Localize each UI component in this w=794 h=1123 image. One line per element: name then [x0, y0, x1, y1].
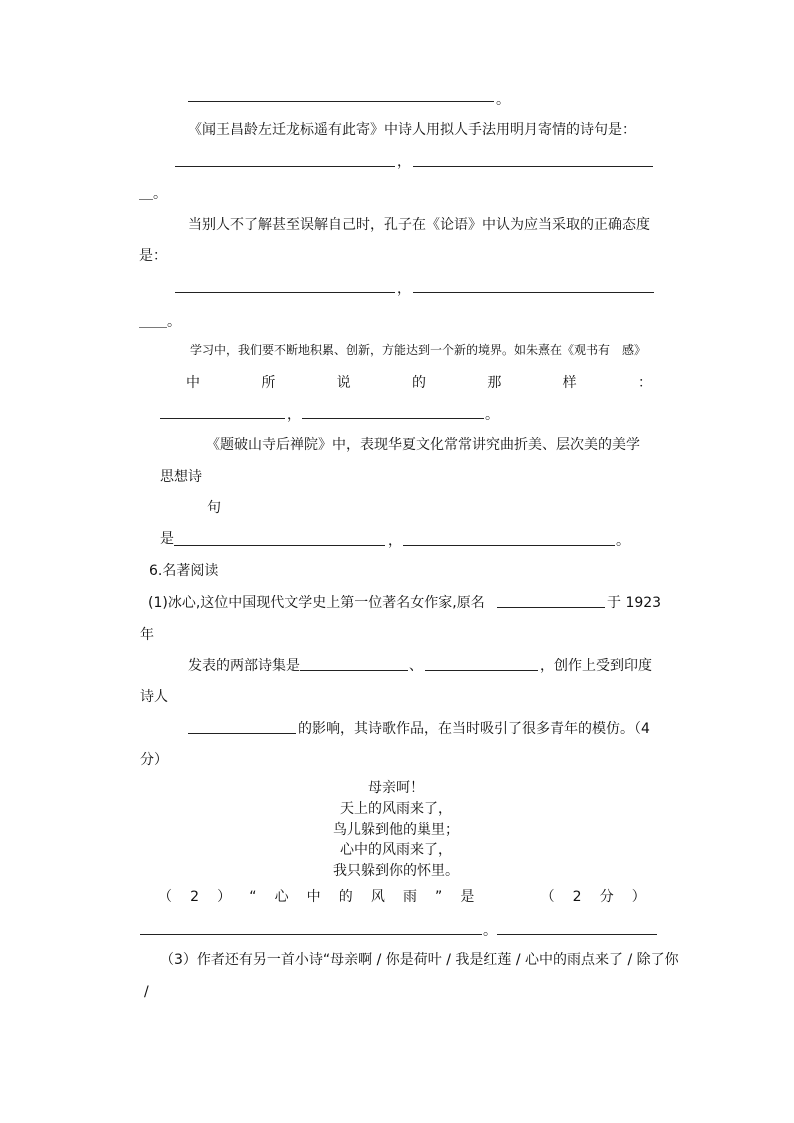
char: （ [158, 889, 172, 905]
question-text: 《题破山寺后禅院》中，表现华夏文化常常讲究曲折美、层次美的美学 [206, 437, 640, 453]
char: “ [249, 889, 257, 905]
spread-line [158, 890, 646, 904]
answer-blank[interactable] [497, 934, 657, 935]
question-text: 发表的两部诗集是 [188, 658, 300, 674]
question-text: (1)冰心,这位中国现代文学史上第一位著名女作家,原名 [148, 595, 485, 611]
char: 分 [599, 889, 614, 905]
char: 心 [274, 889, 289, 905]
answer-blank[interactable] [425, 670, 538, 671]
char: 样 [562, 375, 577, 391]
poem-line: 鸟儿躲到他的巢里； [333, 822, 459, 838]
question-text: 当别人不了解甚至误解自己时，孔子在《论语》中认为应当采取的正确态度 [188, 217, 650, 233]
answer-blank[interactable] [188, 101, 494, 102]
answer-blank[interactable] [175, 166, 395, 167]
comma: ， [397, 154, 411, 170]
answer-blank[interactable] [140, 934, 482, 935]
answer-blank[interactable] [174, 545, 385, 546]
answer-blank[interactable] [160, 418, 285, 419]
comma: ， [397, 281, 411, 297]
char: 的 [338, 889, 353, 905]
question-text: （3）作者还有另一首小诗“母亲啊 / 你是荷叶 / 我是红莲 / 心中的雨点来了 / 除了你 [160, 952, 679, 968]
separator: 、 [409, 658, 423, 674]
question-text: 学习中，我们要不断地积累、创新，方能达到一个新的境界。如朱熹在《观书有 感》 [190, 343, 647, 357]
char: 2 [572, 889, 582, 905]
answer-blank[interactable] [413, 292, 654, 293]
char: 说 [336, 375, 351, 391]
answer-blank[interactable] [175, 292, 395, 293]
question-text: 于 1923 [607, 595, 662, 611]
char: （ [540, 889, 555, 905]
char: 雨 [402, 889, 417, 905]
answer-blank[interactable] [413, 166, 653, 167]
poem-line: 我只躲到你的怀里。 [333, 863, 459, 879]
question-text: / [144, 984, 149, 1000]
char: 中 [306, 889, 321, 905]
comma: ， [287, 407, 301, 423]
spread-line [186, 376, 652, 390]
char: ） [217, 889, 232, 905]
question-text: 《闻王昌龄左迁龙标遥有此寄》中诗人用拟人手法用明月寄情的诗句是： [188, 122, 636, 138]
char: ” [435, 889, 443, 905]
answer-blank[interactable] [302, 418, 484, 419]
answer-blank[interactable] [403, 545, 615, 546]
char: 的 [411, 375, 426, 391]
char: ） [631, 889, 646, 905]
question-text: 年 [140, 627, 154, 643]
char: 风 [370, 889, 385, 905]
period: 。 [616, 533, 630, 549]
answer-blank[interactable] [300, 670, 408, 671]
blank-continuation: ＿。 [139, 186, 167, 202]
question-text: 的影响，其诗歌作品，在当时吸引了很多青年的模仿。（4 [298, 721, 650, 737]
period: 。 [496, 92, 510, 108]
char: 那 [487, 375, 502, 391]
question-text: 分） [140, 752, 168, 768]
question-text: 句 [207, 500, 221, 516]
blank-continuation: ＿＿。 [139, 314, 181, 330]
char: 所 [261, 375, 276, 391]
period: 。 [483, 923, 497, 939]
answer-blank[interactable] [497, 607, 605, 608]
char: ： [637, 375, 652, 391]
char: 2 [190, 889, 200, 905]
question-text: 思想诗 [160, 469, 202, 485]
char: 是 [460, 889, 475, 905]
question-text: 诗人 [140, 689, 168, 705]
question-text: 是 [160, 531, 174, 547]
poem-line: 天上的风雨来了， [340, 801, 452, 817]
section-heading: 6.名著阅读 [149, 563, 219, 579]
poem-line: 母亲呵！ [368, 780, 424, 796]
period: 。 [485, 407, 499, 423]
question-text: ，创作上受到印度 [540, 658, 652, 674]
answer-blank[interactable] [188, 733, 296, 734]
char: 中 [186, 375, 200, 391]
poem-line: 心中的风雨来了， [340, 842, 452, 858]
comma: ， [388, 533, 402, 549]
question-text: 是： [139, 248, 167, 264]
